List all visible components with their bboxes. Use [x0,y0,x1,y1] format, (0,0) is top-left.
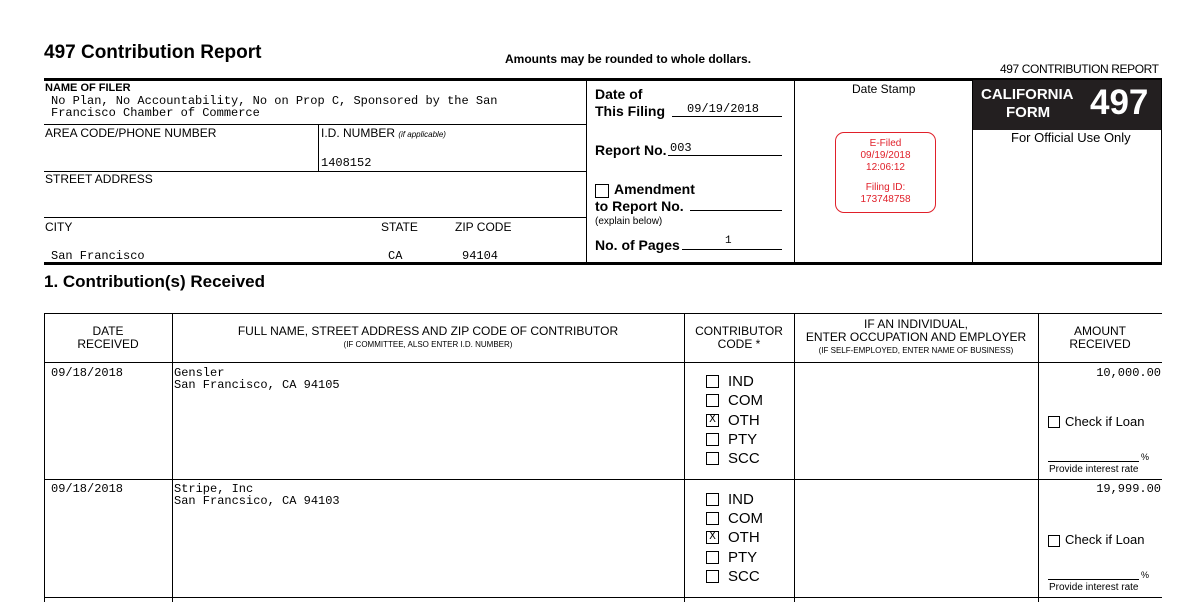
code-label-scc: SCC [728,450,760,467]
state-label: STATE [381,220,418,234]
amendment-checkbox[interactable] [595,184,609,198]
row-contributor-name: Stripe, Inc [174,482,254,496]
pages-value: 1 [725,235,732,247]
stamp-efiled: E-Filed [869,138,902,149]
col-header-occupation-note: (IF SELF-EMPLOYED, ENTER NAME OF BUSINESS) [818,346,1014,355]
row-contributor-address: San Francsico, CA 94103 [174,494,340,508]
col-header-code [684,325,794,351]
interest-rate-field[interactable] [1048,461,1139,462]
code-checkbox-scc[interactable] [706,452,719,465]
amendment-label-1: Amendment [614,181,695,197]
id-number-label [321,126,446,140]
row-contributor-name: Gensler [174,366,225,380]
zip-label: ZIP CODE [455,220,512,234]
stamp-date: 09/19/2018 [860,150,911,161]
code-label-ind: IND [728,373,754,390]
city-label: CITY [45,220,73,234]
filer-name-line1: No Plan, No Accountability, No on Prop C, Sponsored by the San [51,94,498,108]
state-value: CA [388,249,403,263]
col-header-contributor-note: (IF COMMITTEE, ALSO ENTER I.D. NUMBER) [343,340,513,349]
col-header-code-2: CODE * [717,337,761,351]
form-state-line1: CALIFORNIA [981,86,1074,103]
row-date: 09/18/2018 [51,482,124,496]
code-label-oth: OTH [728,529,760,546]
loan-checkbox[interactable] [1048,416,1060,428]
code-label-com: COM [728,510,763,527]
loan-label: Check if Loan [1065,414,1145,429]
col-header-amount [1038,325,1162,351]
form-number: 497 [1090,83,1149,122]
code-label-ind: IND [728,491,754,508]
code-checkbox-ind[interactable] [706,375,719,388]
code-checkbox-scc[interactable] [706,570,719,583]
col-header-occupation-1: IF AN INDIVIDUAL, [863,317,969,331]
city-value: San Francisco [51,249,145,263]
col-header-date [44,325,172,351]
interest-rate-label: Provide interest rate [1049,582,1139,593]
code-label-oth: OTH [728,412,760,429]
zip-value: 94104 [462,249,499,263]
row-amount: 19,999.00 [1096,482,1161,496]
row-contributor-address: San Francisco, CA 94105 [174,378,340,392]
rounding-note: Amounts may be rounded to whole dollars. [505,52,752,66]
id-number-value: 1408152 [321,156,372,170]
form-number-box [973,80,1161,130]
code-checkbox-ind[interactable] [706,493,719,506]
street-label: STREET ADDRESS [45,172,153,186]
col-header-code-1: CONTRIBUTOR [695,324,783,338]
code-label-com: COM [728,392,763,409]
section-title: 1. Contribution(s) Received [44,272,266,291]
interest-rate-label: Provide interest rate [1049,464,1139,475]
code-checkbox-oth[interactable]: X [706,414,719,427]
id-number-label-text: I.D. NUMBER [321,126,396,140]
report-no-value: 003 [670,141,692,155]
percent-sign: % [1141,570,1150,580]
code-label-pty: PTY [728,431,758,448]
row-date: 09/18/2018 [51,366,124,380]
amendment-note: (explain below) [595,216,663,227]
date-of-filing-label-2: This Filing [595,103,665,119]
stamp-filing-id-label: Filing ID: [865,182,906,193]
amendment-label-2: to Report No. [595,198,684,214]
percent-sign: % [1141,452,1150,462]
form-type-label: 497 CONTRIBUTION REPORT [1000,62,1159,76]
loan-label: Check if Loan [1065,532,1145,547]
code-checkbox-com[interactable] [706,512,719,525]
code-checkbox-pty[interactable] [706,433,719,446]
col-header-amount-2: RECEIVED [1069,337,1131,351]
loan-checkbox[interactable] [1048,535,1060,547]
code-label-scc: SCC [728,568,760,585]
stamp-time: 12:06:12 [866,162,905,173]
col-header-contributor [172,325,684,351]
col-header-amount-1: AMOUNT [1074,324,1126,338]
stamp-filing-id: 173748758 [860,194,911,205]
col-header-occupation [794,318,1038,357]
interest-rate-field[interactable] [1048,579,1139,580]
date-of-filing-label-1: Date of [595,86,643,102]
code-checkbox-oth[interactable]: X [706,531,719,544]
code-checkbox-com[interactable] [706,394,719,407]
filer-name-line2: Francisco Chamber of Commerce [51,106,260,120]
id-number-note: (if applicable) [398,130,446,139]
code-label-pty: PTY [728,549,758,566]
filer-name-label: NAME OF FILER [45,82,131,94]
form-state-line2: FORM [1006,104,1051,121]
report-title: 497 Contribution Report [44,42,262,63]
phone-label: AREA CODE/PHONE NUMBER [45,126,217,140]
row-amount: 10,000.00 [1096,366,1161,380]
date-of-filing-value: 09/19/2018 [687,102,760,116]
col-header-date-2: RECEIVED [77,337,139,351]
official-use-label: For Official Use Only [1011,130,1131,145]
report-no-label: Report No. [595,142,667,158]
pages-label: No. of Pages [595,237,680,253]
efiled-stamp [835,132,936,213]
date-stamp-label: Date Stamp [852,82,916,96]
col-header-occupation-2: ENTER OCCUPATION AND EMPLOYER [805,330,1027,344]
col-header-date-1: DATE [92,324,124,338]
col-header-contributor-1: FULL NAME, STREET ADDRESS AND ZIP CODE OF CONTRIBUTOR [237,324,619,338]
code-checkbox-pty[interactable] [706,551,719,564]
